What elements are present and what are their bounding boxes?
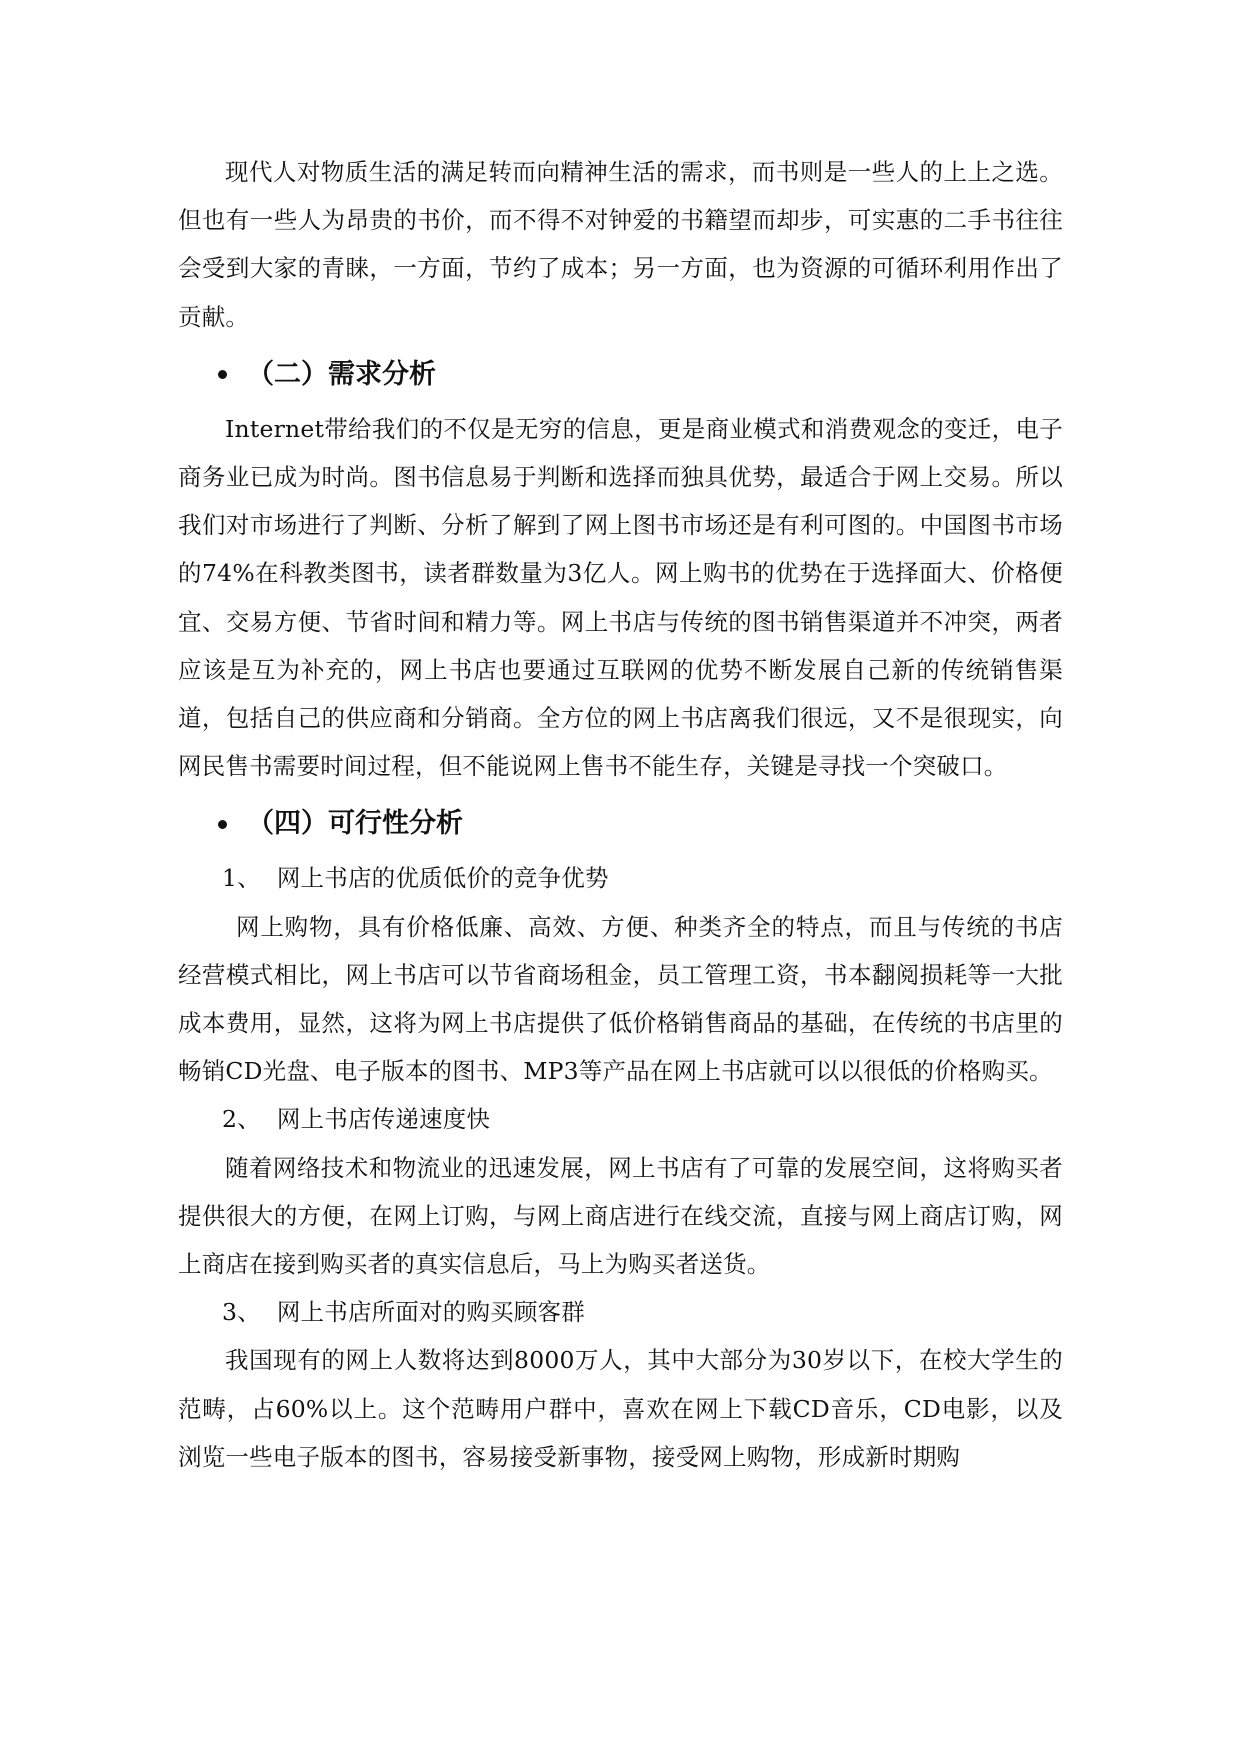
section-heading-demand-analysis bbox=[218, 351, 1063, 399]
section-heading-feasibility-analysis bbox=[218, 800, 1063, 848]
subheading-text: 网上书店的优质低价的竞争优势 bbox=[276, 864, 609, 893]
section-heading-text: （四）可行性分析 bbox=[247, 808, 463, 840]
demand-analysis-paragraph: Internet带给我们的不仅是无穷的信息，更是商业模式和消费观念的变迁，电子商务业已成为时尚。图书信息易于判断和选择而独具优势，最适合于网上交易。所以我们对市场进行了判断、分析了解到了网上图书市场还是有利可图的。中国图书市场的74%在科教类图书，读者群数量为3亿人。网上购书的优势在于选择面大、价格便宜、交易方便、节省时间和精力等。网上书店与传统的图书销售渠道并不冲突，两者应该是互为补充的，网上书店也要通过互联网的优势不断发展自己新的传统销售渠道，包括自己的供应商和分销商。全方位的网上书店离我们很远，又不是很现实，向网民售书需要时间过程，但不能说网上售书不能生存，关键是寻找一个突破口。 bbox=[178, 414, 1063, 781]
intro-paragraph: 现代人对物质生活的满足转而向精神生活的需求，而书则是一些人的上上之选。 但也有一些人为昂贵的书价，而不得不对钟爱的书籍望而却步，可实惠的二手书往往会受到大家的青睐，一方面，节约了成本；另一方面，也为资源的可循环利用作出了贡献。 bbox=[178, 158, 1063, 331]
subheading-text: 网上书店传递速度快 bbox=[276, 1105, 491, 1134]
subheading-number: 1、 bbox=[222, 864, 261, 893]
subheading-text: 网上书店所面对的购买顾客群 bbox=[276, 1298, 585, 1327]
subheading-number: 3、 bbox=[222, 1298, 261, 1327]
section-heading-text: （二）需求分析 bbox=[247, 358, 436, 390]
subheading-2 bbox=[178, 1095, 1063, 1143]
delivery-speed-paragraph: 随着网络技术和物流业的迅速发展，网上书店有了可靠的发展空间，这将购买者提供很大的方便，在网上订购，与网上商店进行在线交流，直接与网上商店订购，网上商店在接到购买者的真实信息后，马上为购买者送货。 bbox=[178, 1153, 1063, 1279]
subheading-number: 2、 bbox=[222, 1105, 261, 1134]
customer-group-paragraph: 我国现有的网上人数将达到8000万人，其中大部分为30岁以下，在校大学生的范畴，占60%以上。这个范畴用户群中，喜欢在网上下载CD音乐，CD电影，以及浏览一些电子版本的图书，容易接受新事物，接受网上购物，形成新时期购 bbox=[178, 1346, 1063, 1471]
subheading-3 bbox=[178, 1288, 1063, 1336]
bullet-icon bbox=[218, 820, 227, 829]
bullet-icon bbox=[218, 370, 227, 379]
price-advantage-paragraph: 网上购物，具有价格低廉、高效、方便、种类齐全的特点，而且与传统的书店经营模式相比，网上书店可以节省商场租金，员工管理工资，书本翻阅损耗等一大批成本费用，显然，这将为网上书店提供了低价格销售商品的基础，在传统的书店里的畅销CD光盘、电子版本的图书、MP3等产品在网上书店就可以以很低的价格购买。 bbox=[178, 912, 1063, 1086]
subheading-1 bbox=[178, 854, 1063, 902]
document-body bbox=[178, 148, 1063, 1481]
